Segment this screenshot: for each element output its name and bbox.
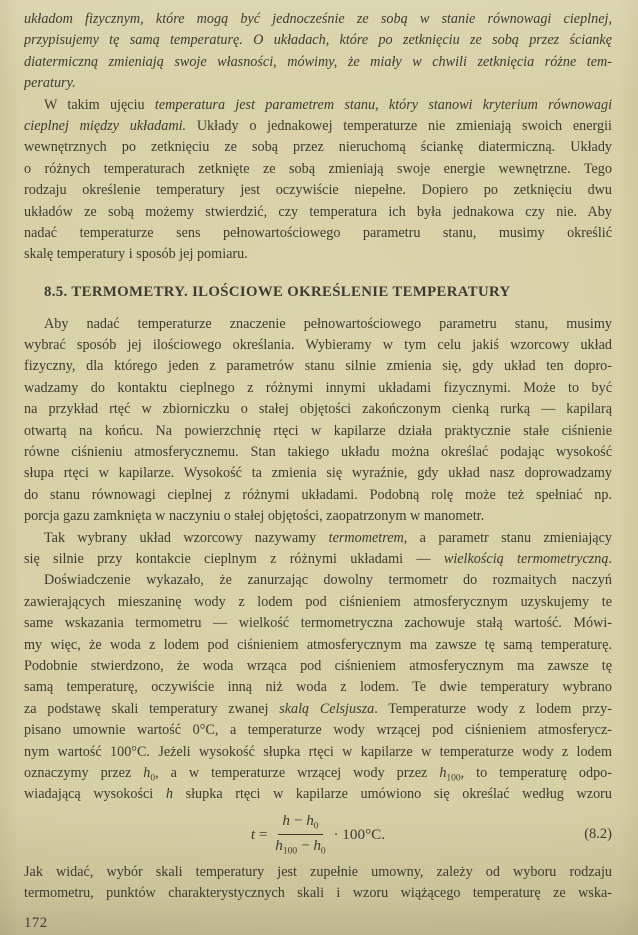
text-line bbox=[24, 180, 612, 201]
text-run: same wskazania termometru — wielkość termometryczna zachowuje stałą wartość. Mówi- bbox=[24, 615, 612, 632]
text-run: my więc, że woda z lodem pod ciśnieniem atmosferycznym ma zawsze tę samą temperaturę. bbox=[24, 636, 612, 653]
italic-text: układom fizycznym, które mogą być jednocześnie ze sobą w stanie równowagi cieplnej, bbox=[24, 11, 612, 27]
paragraph bbox=[24, 314, 612, 528]
text-line bbox=[24, 73, 612, 94]
text-line bbox=[24, 116, 612, 137]
text-run: fizyczny, dla którego jeden z parametrów stanu silnie zmienia się, gdy układ ten dopro- bbox=[24, 358, 612, 375]
italic-text: h bbox=[282, 812, 291, 830]
text-run: Podobnie stwierdzono, że woda wrząca pod ciśnieniem atmosferycznym ma zawsze tę bbox=[24, 657, 612, 674]
fraction-numerator bbox=[278, 811, 322, 835]
text-run: otwartą na końcu. Na powierzchnię rtęci w kapilarze działa praktycznie stałe ciśnienie bbox=[24, 422, 612, 439]
text-run: nym wartość 100°C. Jeżeli wysokość słupka rtęci w kapilarze w temperaturze wody z lodem bbox=[24, 743, 612, 760]
text-line bbox=[24, 699, 612, 720]
text-line bbox=[24, 223, 612, 244]
italic-text: h bbox=[439, 764, 447, 781]
text-line bbox=[24, 720, 612, 741]
equation-body bbox=[74, 811, 562, 858]
text-run: samą temperaturę, oczywiście inną niż woda z lodem. Te dwie temperatury wybrano bbox=[24, 679, 612, 696]
page-number: 172 bbox=[24, 915, 48, 932]
section-heading: 8.5. TERMOMETRY. ILOŚCIOWE OKREŚLENIE TEMPERATURY bbox=[44, 283, 511, 300]
text-run: wadzamy do kontaktu cieplnego z różnymi innymi układami fizycznymi. Może to być bbox=[24, 379, 612, 396]
text-run: termometru, punktów charakterystycznych skali i wzoru wiążącego temperaturę ze wska- bbox=[24, 885, 612, 902]
italic-text: cieplnej między układami. bbox=[24, 117, 187, 134]
text-line bbox=[24, 549, 612, 570]
text-run: , a parametr stanu zmieniający bbox=[403, 529, 612, 546]
text-run: = bbox=[255, 825, 272, 843]
paragraph bbox=[24, 95, 612, 266]
text-run: , a w temperaturze wrzącej wody przez bbox=[155, 764, 440, 781]
text-run: o różnych temperaturach zetknięte ze sobą zmieniają swoje energie wewnętrzne. Tego bbox=[24, 160, 612, 177]
subscript: 100 bbox=[446, 773, 461, 784]
text-line bbox=[24, 485, 612, 506]
italic-text: h bbox=[313, 837, 321, 855]
text-run: słupka rtęci w kapilarze umówiono się określać według wzoru bbox=[172, 786, 612, 803]
text-line bbox=[24, 742, 612, 763]
paragraph bbox=[24, 528, 612, 571]
text-run: za podstawę skali temperatury zwanej bbox=[24, 700, 280, 717]
italic-text: skalą Celsjusza bbox=[279, 700, 375, 717]
text-run: , to temperaturę odpo- bbox=[460, 764, 612, 781]
text-line bbox=[24, 677, 612, 698]
paragraph-continuation bbox=[24, 9, 612, 95]
subscript: 0 bbox=[150, 773, 156, 784]
text-run: wiadającą wysokości bbox=[24, 786, 166, 803]
text-line bbox=[24, 335, 612, 356]
italic-text: h bbox=[306, 812, 314, 830]
text-run: pisano umownie wartość 0°C, a temperaturze wody wrzącej pod ciśnieniem atmosferycz- bbox=[24, 722, 612, 739]
text-run: Aby nadać temperaturze znaczenie pełnowartościowego parametru stanu, musimy bbox=[44, 315, 612, 332]
italic-text: h bbox=[165, 786, 173, 803]
italic-text: diatermiczną zmieniają swoje własności, mówimy, że miały w chwili zetknięcia różne tem- bbox=[24, 53, 612, 70]
italic-text: peratury. bbox=[24, 75, 76, 92]
text-run: porcja gazu zamknięta w naczyniu o stałej objętości, zaopatrzonym w manometr. bbox=[24, 508, 485, 525]
subscript: 100 bbox=[282, 846, 298, 857]
text-run: słupa rtęci w kapilarze. Wysokość ta zmienia się wyraźnie, gdy układ nasz doprowadzamy bbox=[24, 465, 612, 482]
italic-text: h bbox=[143, 764, 151, 781]
equation-rhs bbox=[330, 824, 385, 845]
text-line bbox=[24, 784, 612, 805]
text-run: − bbox=[290, 812, 307, 830]
text-line bbox=[24, 95, 612, 116]
text-run: W takim ujęciu bbox=[44, 96, 155, 113]
text-line bbox=[24, 314, 612, 335]
text-line bbox=[24, 442, 612, 463]
text-run: − bbox=[297, 837, 314, 855]
text-line bbox=[24, 763, 612, 784]
text-line bbox=[24, 635, 612, 656]
text-run: nadać temperaturze sens pełnowartościowego parametru stanu, musimy określić bbox=[24, 224, 612, 241]
equation-fraction bbox=[275, 811, 325, 858]
text-line bbox=[24, 463, 612, 484]
text-run: równe ciśnieniu atmosferycznemu. Stan takiego układu można określać podając wysokość bbox=[24, 444, 612, 461]
italic-text: termometrem bbox=[328, 529, 404, 546]
text-line bbox=[24, 592, 612, 613]
text-line bbox=[24, 399, 612, 420]
text-run: na przykład rtęć w zbiorniczku o stałej objętości zakończonym cienką rurką — kapilarą bbox=[24, 401, 612, 418]
text-line bbox=[24, 356, 612, 377]
text-run: oznaczymy przez bbox=[24, 764, 144, 781]
text-run: . bbox=[608, 550, 612, 567]
text-line bbox=[24, 506, 612, 527]
text-line bbox=[24, 421, 612, 442]
italic-text: h bbox=[275, 837, 283, 855]
italic-text: temperatura jest parametrem stanu, który stanowi kryterium równowagi bbox=[154, 96, 612, 113]
text-line bbox=[24, 528, 612, 549]
text-run: układów ze sobą możemy stwierdzić, czy temperatura ich była jednakowa czy nie. Aby bbox=[24, 203, 612, 220]
text-line bbox=[24, 52, 612, 73]
paragraph bbox=[24, 570, 612, 805]
text-run: · 100°C. bbox=[329, 825, 386, 843]
text-line bbox=[24, 159, 612, 180]
italic-text: przypisujemy tę samą temperaturę. O układach, które po zetknięciu ze sobą przez ściankę bbox=[24, 32, 612, 49]
text-run: Doświadczenie wykazało, że zanurzając dowolny termometr do rozmaitych naczyń bbox=[44, 572, 612, 589]
text-line bbox=[24, 137, 612, 158]
text-run: . Temperaturze wody z lodem przy- bbox=[374, 700, 612, 717]
text-run: Tak wybrany układ wzorcowy nazywamy bbox=[44, 529, 329, 546]
text-run: skalę temperatury i sposób jej pomiaru. bbox=[24, 246, 248, 263]
subscript: 0 bbox=[320, 846, 326, 857]
text-run: Układy o jednakowej temperaturze nie zmieniają swoich energii bbox=[186, 117, 612, 134]
equation bbox=[24, 810, 612, 860]
text-line bbox=[24, 613, 612, 634]
italic-text: t bbox=[250, 825, 256, 843]
text-run: do stanu równowagi cieplnej z różnymi układami. Podobną rolę może też spełniać np. bbox=[24, 486, 612, 503]
italic-text: wielkością termometryczną bbox=[443, 550, 609, 567]
equation-lhs bbox=[251, 824, 271, 845]
text-line bbox=[24, 570, 612, 591]
subscript: 0 bbox=[313, 821, 319, 832]
text-run: zawierających mieszaninę wody z lodem pod ciśnieniem atmosferycznym uzyskujemy te bbox=[24, 593, 612, 610]
text-line bbox=[24, 862, 612, 883]
text-run: rodzaju określenie temperatury jest oczywiście niepełne. Dopiero po zetknięciu dwu bbox=[24, 182, 612, 199]
text-line bbox=[24, 202, 612, 223]
text-line bbox=[24, 883, 612, 904]
text-line bbox=[24, 378, 612, 399]
text-line bbox=[24, 9, 612, 30]
equation-number: (8.2) bbox=[584, 825, 612, 842]
text-line bbox=[24, 244, 612, 265]
text-line bbox=[24, 30, 612, 51]
text-run: wewnętrznych po zetknięciu ze sobą przez nieruchomą ściankę diatermiczną. Układy bbox=[24, 139, 612, 156]
text-run: się silnie przy kontakcie cieplnym z różnymi układami — bbox=[24, 550, 444, 567]
text-run: wybrać sposób jej ilościowego określania. Wybieramy w tym celu jakiś wzorcowy układ bbox=[24, 337, 612, 354]
fraction-denominator bbox=[275, 835, 325, 858]
text-run: Jak widać, wybór skali temperatury jest zupełnie umowny, zależy od wyboru rodzaju bbox=[24, 863, 612, 880]
paragraph bbox=[24, 862, 612, 905]
text-line bbox=[24, 656, 612, 677]
